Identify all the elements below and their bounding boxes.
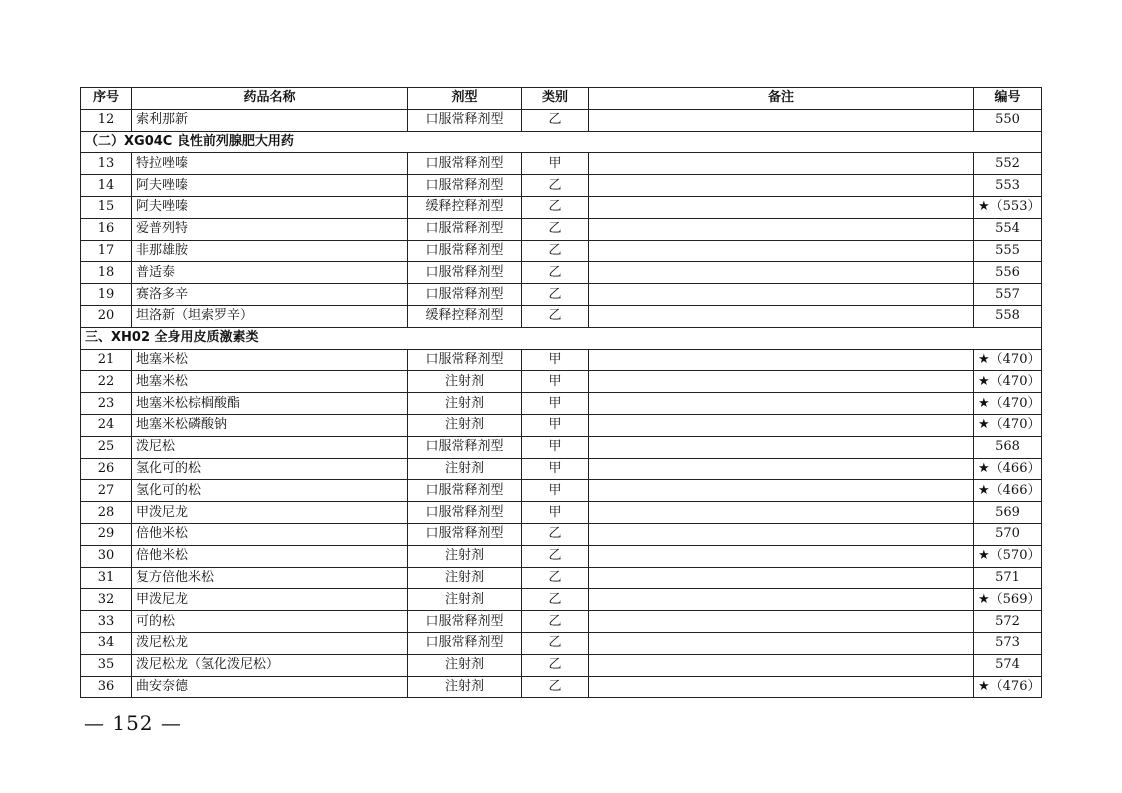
cell-note [589, 523, 974, 545]
cell-no: 23 [81, 393, 132, 415]
header-note: 备注 [589, 88, 974, 110]
cell-name: 地塞米松棕榈酸酯 [132, 393, 408, 415]
cell-form: 注射剂 [408, 545, 522, 567]
cell-code: 569 [974, 502, 1042, 524]
cell-code: 554 [974, 218, 1042, 240]
cell-category: 甲 [522, 153, 589, 175]
cell-form: 口服常释剂型 [408, 218, 522, 240]
cell-note [589, 175, 974, 197]
cell-name: 非那雄胺 [132, 240, 408, 262]
table-row [81, 393, 1042, 415]
cell-form: 口服常释剂型 [408, 153, 522, 175]
cell-name: 地塞米松 [132, 371, 408, 393]
section-row [81, 131, 1042, 153]
table-row [81, 196, 1042, 218]
cell-no: 24 [81, 414, 132, 436]
cell-code: ★（466） [974, 458, 1042, 480]
page-number: — 152 — [84, 711, 182, 735]
cell-code: 550 [974, 109, 1042, 131]
table-row [81, 349, 1042, 371]
cell-name: 赛洛多辛 [132, 284, 408, 306]
header-name: 药品名称 [132, 88, 408, 110]
table-row [81, 480, 1042, 502]
cell-category: 乙 [522, 676, 589, 698]
cell-category: 乙 [522, 109, 589, 131]
cell-code: ★（466） [974, 480, 1042, 502]
cell-name: 氢化可的松 [132, 480, 408, 502]
cell-form: 口服常释剂型 [408, 502, 522, 524]
table-row [81, 414, 1042, 436]
cell-note [589, 109, 974, 131]
cell-note [589, 567, 974, 589]
cell-form: 口服常释剂型 [408, 632, 522, 654]
cell-no: 21 [81, 349, 132, 371]
cell-note [589, 240, 974, 262]
cell-code: 552 [974, 153, 1042, 175]
cell-no: 30 [81, 545, 132, 567]
header-code: 编号 [974, 88, 1042, 110]
cell-category: 乙 [522, 262, 589, 284]
cell-form: 注射剂 [408, 589, 522, 611]
table-row [81, 284, 1042, 306]
cell-name: 索利那新 [132, 109, 408, 131]
cell-no: 31 [81, 567, 132, 589]
cell-no: 18 [81, 262, 132, 284]
cell-category: 乙 [522, 218, 589, 240]
cell-no: 22 [81, 371, 132, 393]
cell-code: 556 [974, 262, 1042, 284]
cell-name: 地塞米松 [132, 349, 408, 371]
cell-form: 口服常释剂型 [408, 611, 522, 633]
cell-code: ★（569） [974, 589, 1042, 611]
table-body [81, 109, 1042, 698]
cell-code: ★（570） [974, 545, 1042, 567]
table-row [81, 611, 1042, 633]
cell-form: 注射剂 [408, 393, 522, 415]
cell-category: 甲 [522, 393, 589, 415]
cell-category: 乙 [522, 611, 589, 633]
cell-no: 19 [81, 284, 132, 306]
cell-form: 注射剂 [408, 414, 522, 436]
cell-name: 阿夫唑嗪 [132, 175, 408, 197]
cell-form: 缓释控释剂型 [408, 196, 522, 218]
cell-note [589, 676, 974, 698]
cell-code: 574 [974, 654, 1042, 676]
table-row [81, 109, 1042, 131]
cell-no: 12 [81, 109, 132, 131]
cell-form: 口服常释剂型 [408, 523, 522, 545]
table-row [81, 262, 1042, 284]
cell-code: ★（470） [974, 349, 1042, 371]
cell-form: 缓释控释剂型 [408, 305, 522, 327]
cell-no: 20 [81, 305, 132, 327]
cell-name: 特拉唑嗪 [132, 153, 408, 175]
section-row [81, 327, 1042, 349]
cell-form: 口服常释剂型 [408, 109, 522, 131]
cell-name: 泼尼松龙（氢化泼尼松） [132, 654, 408, 676]
cell-note [589, 262, 974, 284]
cell-category: 乙 [522, 196, 589, 218]
table-row [81, 175, 1042, 197]
table-row [81, 654, 1042, 676]
cell-name: 氢化可的松 [132, 458, 408, 480]
cell-note [589, 545, 974, 567]
section-heading: （二）XG04C 良性前列腺肥大用药 [81, 131, 1042, 153]
cell-category: 乙 [522, 632, 589, 654]
cell-no: 17 [81, 240, 132, 262]
cell-category: 甲 [522, 436, 589, 458]
cell-category: 甲 [522, 349, 589, 371]
drug-table [80, 87, 1042, 698]
cell-note [589, 371, 974, 393]
cell-note [589, 218, 974, 240]
cell-name: 地塞米松磷酸钠 [132, 414, 408, 436]
cell-no: 27 [81, 480, 132, 502]
table-header-row [81, 88, 1042, 110]
cell-code: 573 [974, 632, 1042, 654]
cell-code: ★（470） [974, 371, 1042, 393]
cell-name: 泼尼松 [132, 436, 408, 458]
cell-name: 甲泼尼龙 [132, 589, 408, 611]
cell-name: 爱普列特 [132, 218, 408, 240]
cell-category: 乙 [522, 175, 589, 197]
cell-code: 570 [974, 523, 1042, 545]
cell-name: 坦洛新（坦索罗辛） [132, 305, 408, 327]
cell-name: 阿夫唑嗪 [132, 196, 408, 218]
cell-code: ★（476） [974, 676, 1042, 698]
table-row [81, 153, 1042, 175]
cell-note [589, 414, 974, 436]
cell-form: 口服常释剂型 [408, 262, 522, 284]
cell-category: 甲 [522, 371, 589, 393]
cell-category: 乙 [522, 545, 589, 567]
cell-code: ★（470） [974, 414, 1042, 436]
cell-code: ★（553） [974, 196, 1042, 218]
table-row [81, 436, 1042, 458]
table-row [81, 218, 1042, 240]
cell-note [589, 305, 974, 327]
cell-form: 口服常释剂型 [408, 175, 522, 197]
table-row [81, 305, 1042, 327]
cell-no: 36 [81, 676, 132, 698]
cell-name: 泼尼松龙 [132, 632, 408, 654]
cell-no: 33 [81, 611, 132, 633]
cell-category: 甲 [522, 458, 589, 480]
cell-name: 可的松 [132, 611, 408, 633]
cell-no: 29 [81, 523, 132, 545]
cell-form: 口服常释剂型 [408, 284, 522, 306]
table-row [81, 240, 1042, 262]
cell-name: 曲安奈德 [132, 676, 408, 698]
cell-note [589, 349, 974, 371]
cell-category: 乙 [522, 305, 589, 327]
cell-note [589, 654, 974, 676]
cell-note [589, 196, 974, 218]
cell-code: ★（470） [974, 393, 1042, 415]
section-heading: 三、XH02 全身用皮质激素类 [81, 327, 1042, 349]
cell-name: 普适泰 [132, 262, 408, 284]
cell-note [589, 502, 974, 524]
cell-no: 28 [81, 502, 132, 524]
header-no: 序号 [81, 88, 132, 110]
cell-note [589, 589, 974, 611]
cell-code: 571 [974, 567, 1042, 589]
table-row [81, 567, 1042, 589]
table-row [81, 632, 1042, 654]
cell-note [589, 393, 974, 415]
cell-code: 557 [974, 284, 1042, 306]
cell-note [589, 611, 974, 633]
cell-form: 注射剂 [408, 676, 522, 698]
cell-no: 15 [81, 196, 132, 218]
header-form: 剂型 [408, 88, 522, 110]
cell-form: 口服常释剂型 [408, 349, 522, 371]
cell-form: 注射剂 [408, 654, 522, 676]
cell-note [589, 632, 974, 654]
cell-no: 35 [81, 654, 132, 676]
cell-code: 558 [974, 305, 1042, 327]
cell-code: 553 [974, 175, 1042, 197]
cell-form: 口服常释剂型 [408, 436, 522, 458]
cell-no: 13 [81, 153, 132, 175]
cell-code: 568 [974, 436, 1042, 458]
header-category: 类别 [522, 88, 589, 110]
cell-code: 555 [974, 240, 1042, 262]
cell-category: 甲 [522, 480, 589, 502]
table-row [81, 458, 1042, 480]
cell-note [589, 153, 974, 175]
cell-category: 乙 [522, 240, 589, 262]
cell-form: 注射剂 [408, 567, 522, 589]
cell-category: 乙 [522, 589, 589, 611]
cell-category: 甲 [522, 502, 589, 524]
cell-name: 倍他米松 [132, 523, 408, 545]
cell-note [589, 284, 974, 306]
cell-form: 口服常释剂型 [408, 480, 522, 502]
cell-no: 34 [81, 632, 132, 654]
cell-note [589, 458, 974, 480]
cell-name: 甲泼尼龙 [132, 502, 408, 524]
cell-form: 注射剂 [408, 371, 522, 393]
table-row [81, 523, 1042, 545]
cell-note [589, 480, 974, 502]
cell-category: 乙 [522, 523, 589, 545]
cell-no: 14 [81, 175, 132, 197]
table-row [81, 502, 1042, 524]
table-row [81, 589, 1042, 611]
cell-code: 572 [974, 611, 1042, 633]
table-row [81, 371, 1042, 393]
cell-category: 乙 [522, 567, 589, 589]
table-row [81, 676, 1042, 698]
cell-category: 乙 [522, 284, 589, 306]
cell-no: 25 [81, 436, 132, 458]
cell-no: 26 [81, 458, 132, 480]
cell-form: 注射剂 [408, 458, 522, 480]
table-row [81, 545, 1042, 567]
cell-name: 复方倍他米松 [132, 567, 408, 589]
cell-name: 倍他米松 [132, 545, 408, 567]
cell-note [589, 436, 974, 458]
cell-no: 32 [81, 589, 132, 611]
cell-form: 口服常释剂型 [408, 240, 522, 262]
cell-category: 甲 [522, 414, 589, 436]
cell-no: 16 [81, 218, 132, 240]
cell-category: 乙 [522, 654, 589, 676]
